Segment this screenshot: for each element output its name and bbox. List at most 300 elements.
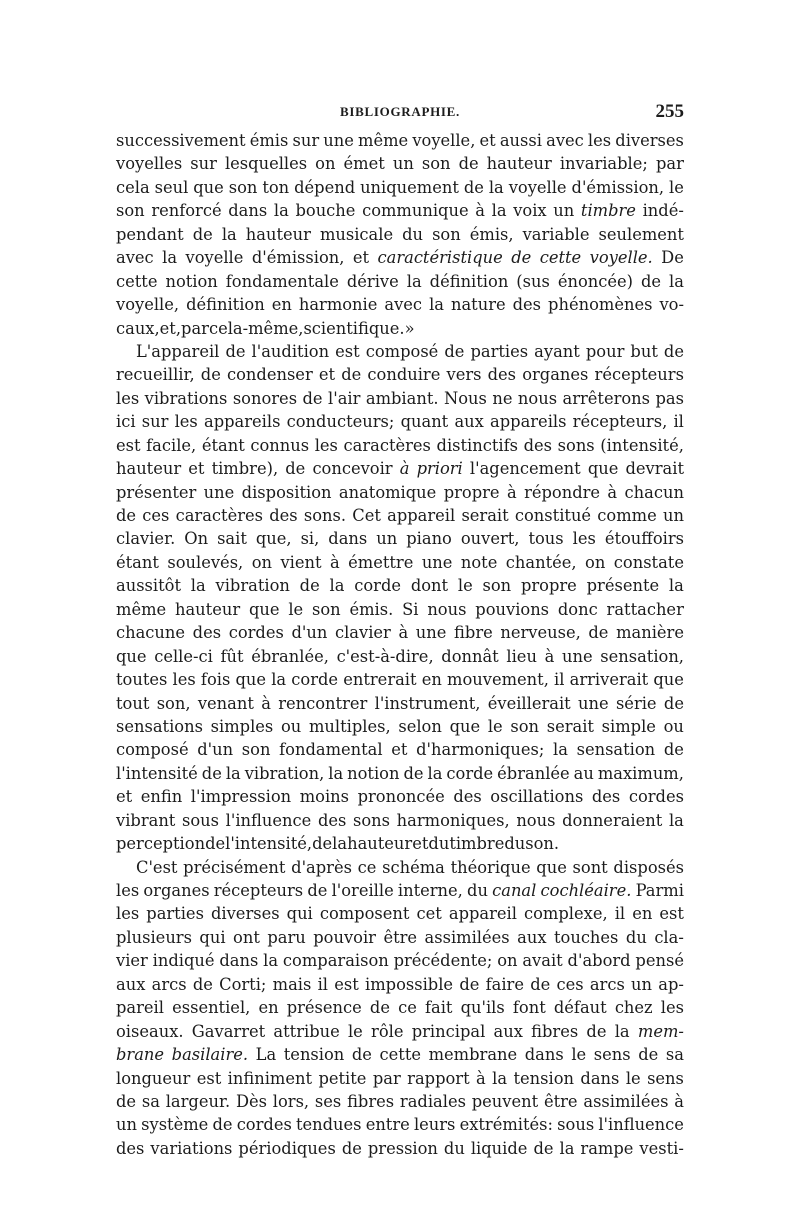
word: du: [402, 224, 424, 244]
word: condenser: [227, 365, 313, 385]
word: on: [251, 552, 272, 572]
word: cordes: [628, 787, 684, 807]
word: répondre: [524, 482, 601, 502]
text-line: [116, 129, 684, 152]
word: son: [116, 201, 145, 221]
word: Parmi: [635, 881, 684, 900]
word: but: [630, 341, 658, 361]
word: la: [488, 177, 504, 197]
word: son: [241, 740, 271, 760]
word: une: [561, 646, 593, 666]
word: hauteur: [245, 224, 311, 244]
word: l'impression: [190, 787, 292, 807]
text-line: [116, 340, 684, 363]
word: la: [668, 576, 684, 596]
text-line: [116, 1090, 684, 1113]
word: cordes: [236, 1115, 292, 1135]
word: lors,: [272, 1091, 310, 1111]
word: le: [669, 177, 684, 197]
word: fois: [200, 670, 231, 690]
word: la: [669, 271, 684, 291]
word: voyelles: [116, 154, 183, 174]
word: d'un: [291, 623, 328, 643]
word: précisément: [183, 857, 286, 877]
word: la: [668, 810, 684, 830]
running-header: [116, 101, 684, 123]
word: corde: [291, 670, 339, 690]
word: étant: [116, 552, 159, 572]
word: vesti-: [639, 1138, 684, 1158]
word: de: [463, 177, 484, 197]
word: à: [476, 1068, 486, 1088]
word: les: [660, 998, 684, 1018]
word: fibre: [454, 623, 493, 643]
word: concevoir: [312, 459, 393, 479]
word: propre: [520, 576, 577, 596]
word: fondamental: [279, 740, 383, 760]
word: L'appareil: [136, 341, 220, 361]
word: composé: [365, 341, 439, 361]
word: diverses: [210, 904, 280, 924]
word: présente: [586, 576, 660, 596]
word: sont: [572, 857, 608, 877]
word: les: [172, 670, 196, 690]
word: la: [190, 576, 206, 596]
word: le: [487, 716, 503, 736]
word: nous: [517, 388, 558, 408]
word: le: [625, 1068, 641, 1088]
word: ont: [233, 927, 260, 947]
word: pendant: [116, 224, 184, 244]
word: simple: [601, 716, 656, 736]
word: définition: [186, 295, 265, 315]
word: vient: [280, 552, 322, 572]
word: un: [662, 506, 684, 525]
word: ou: [280, 716, 302, 736]
word: de: [638, 1045, 659, 1065]
word: composé: [116, 740, 189, 760]
word: de: [212, 1115, 233, 1135]
word: série: [615, 693, 657, 713]
word: aux: [454, 412, 484, 432]
word: ébranlée: [497, 763, 570, 783]
word: qui: [199, 927, 226, 947]
word: que,: [255, 529, 292, 549]
word: à: [398, 623, 409, 643]
word: émis: [249, 131, 289, 150]
word: communique: [362, 201, 469, 221]
word: complexe,: [524, 904, 608, 924]
text-line: [116, 199, 684, 222]
word: oiseaux.: [116, 1021, 184, 1041]
word: enfin: [140, 787, 183, 807]
word: ici: [116, 412, 136, 432]
word: de: [200, 365, 221, 385]
word: un: [553, 201, 575, 221]
word: schéma: [382, 857, 445, 877]
word: basilaire.: [171, 1045, 249, 1065]
word: chacune: [116, 623, 186, 643]
word: l'instrument,: [374, 693, 481, 713]
word: dans: [580, 1068, 620, 1088]
word: avec: [546, 131, 584, 150]
word: liquide: [470, 1138, 528, 1158]
word: à: [544, 646, 555, 666]
word: perception: [116, 834, 206, 854]
word: disposition: [241, 482, 332, 502]
word: d'émission,: [251, 248, 345, 268]
word: de: [302, 388, 323, 408]
word: cla-: [654, 927, 684, 947]
text-line: [116, 481, 684, 504]
word: voyelle.: [589, 248, 653, 268]
word: priori: [416, 459, 463, 479]
word: connus: [250, 435, 310, 455]
word: entre: [365, 1115, 410, 1135]
word: rapport: [407, 1068, 470, 1088]
word: présenter: [116, 482, 197, 502]
word: définition: [429, 271, 509, 291]
word: à: [607, 482, 618, 502]
word: sens: [647, 1068, 684, 1088]
word: son: [421, 154, 451, 174]
word: voyelle,: [116, 295, 180, 315]
word: défaut: [553, 998, 607, 1018]
word: radiales: [399, 1091, 466, 1111]
word: à: [399, 459, 410, 479]
word: système: [141, 1115, 209, 1135]
word: un: [376, 529, 398, 549]
word: que: [449, 716, 481, 736]
word: pour: [585, 341, 625, 361]
word: sons: [557, 435, 595, 455]
word: on: [497, 951, 518, 971]
word: un: [392, 154, 414, 174]
text-line: [116, 1113, 684, 1136]
word: renforcé: [151, 201, 222, 221]
word: les: [116, 881, 140, 900]
text-line: [116, 621, 684, 644]
word: ouvert,: [460, 529, 520, 549]
word: sur: [141, 412, 169, 432]
word: nature: [450, 295, 506, 315]
word: sensation: [576, 740, 656, 760]
word: la: [273, 201, 289, 221]
word: présence: [286, 998, 362, 1018]
word: dérive: [346, 271, 399, 291]
word: la: [614, 1021, 630, 1041]
word: les: [587, 131, 612, 150]
text-line: [116, 738, 684, 761]
word: de: [533, 1138, 554, 1158]
word: appareils: [203, 412, 281, 432]
text-line: [116, 1043, 684, 1066]
word: dans: [328, 529, 368, 549]
word: du: [467, 881, 488, 900]
word: à: [261, 693, 271, 713]
word: récepteurs: [213, 881, 304, 900]
word: et: [116, 787, 133, 807]
word: la: [492, 1068, 508, 1088]
word: de: [663, 740, 684, 760]
word: d'émission,: [571, 177, 665, 197]
word: du: [625, 927, 647, 947]
word: constate: [613, 552, 684, 572]
word: de: [588, 623, 609, 643]
word: de: [444, 341, 465, 361]
word: serait: [461, 506, 509, 525]
word: multiples,: [308, 716, 391, 736]
word: et: [479, 131, 496, 150]
word: à: [674, 1091, 684, 1111]
word: en: [258, 998, 279, 1018]
word: brane: [116, 1045, 165, 1065]
word: anatomique: [338, 482, 437, 502]
word: de: [458, 154, 479, 174]
word: de: [285, 459, 306, 479]
word: d'harmoniques;: [416, 740, 545, 760]
word: tout: [116, 693, 150, 713]
text-line: [116, 809, 684, 832]
word: pouvoir: [313, 927, 376, 947]
word: seul: [154, 177, 189, 197]
word: dans: [219, 951, 259, 971]
word: sa: [141, 1091, 160, 1111]
page-number: 255: [655, 101, 684, 122]
word: les: [572, 529, 596, 549]
running-title: BIBLIOGRAPHIE.: [340, 104, 460, 119]
word: la: [329, 576, 345, 596]
word: l'air: [328, 388, 361, 408]
word: arrêterons: [562, 388, 651, 408]
word: émis,: [469, 224, 514, 244]
word: que: [248, 599, 280, 619]
text-line: [116, 949, 684, 972]
word: d'après: [291, 857, 352, 877]
word: caractères: [343, 435, 431, 455]
word: tous: [528, 529, 564, 549]
word: de: [299, 576, 320, 596]
word: voyelle: [185, 248, 244, 268]
word: son: [311, 599, 341, 619]
word: invariable;: [559, 154, 648, 174]
word: la: [427, 763, 443, 783]
word: qu'ils: [460, 998, 505, 1018]
word: voix: [513, 201, 547, 221]
word: sur: [292, 131, 320, 150]
word: son: [510, 716, 540, 736]
word: des: [269, 506, 298, 525]
word: cochléaire.: [540, 881, 632, 900]
word: corde: [446, 763, 494, 783]
word: des: [591, 787, 621, 807]
word: sensations: [116, 716, 203, 736]
word: Cet: [352, 506, 381, 525]
word: timbre: [580, 201, 636, 221]
word: des: [116, 1138, 145, 1158]
word: paru: [267, 927, 306, 947]
word: de: [341, 365, 362, 385]
word: hauteur: [174, 599, 241, 619]
word: note: [460, 552, 498, 572]
word: dépend: [294, 177, 356, 197]
word: facile,: [146, 435, 197, 455]
word: attribue: [273, 1021, 340, 1041]
word: corde: [354, 576, 402, 596]
word: des: [453, 787, 482, 807]
word: vers: [446, 365, 482, 385]
word: organes: [143, 881, 210, 900]
word: la: [225, 763, 241, 783]
word: infiniment: [227, 1068, 313, 1088]
word: est: [196, 1068, 222, 1088]
word: variations: [150, 1138, 233, 1158]
word: et: [318, 365, 336, 385]
word: à: [475, 201, 485, 221]
word: cela: [116, 177, 150, 197]
word: les: [174, 412, 198, 432]
word: des: [317, 810, 347, 830]
word: la: [491, 201, 507, 221]
word: (sus: [516, 271, 550, 291]
text-line: [116, 692, 684, 715]
word: appareils: [490, 412, 567, 432]
word: récepteurs,: [572, 412, 668, 432]
word: voyelle,: [412, 131, 476, 150]
text-line: [116, 598, 684, 621]
text-line: [116, 1137, 684, 1160]
word: parties: [146, 904, 204, 924]
word: touches: [553, 927, 619, 947]
word: par: [372, 1068, 401, 1088]
text-line: [116, 715, 684, 738]
text-line: [116, 973, 684, 996]
word: de: [205, 834, 226, 854]
word: ou: [663, 716, 684, 736]
word: appareil: [387, 506, 456, 525]
word: comme: [597, 506, 657, 525]
word: caux,: [116, 318, 160, 338]
text-line: [116, 879, 684, 902]
word: mouvement,: [447, 670, 549, 690]
word: donneraient: [562, 810, 663, 830]
word: les: [314, 435, 338, 455]
word: rôle: [371, 1021, 404, 1041]
word: par: [655, 154, 684, 174]
word: même: [358, 131, 409, 150]
word: et,: [159, 318, 182, 338]
word: de: [663, 693, 684, 713]
word: organes: [522, 365, 589, 385]
word: de: [640, 271, 662, 291]
word: simples: [210, 716, 274, 736]
word: une: [421, 552, 453, 572]
word: être: [543, 1091, 578, 1111]
word: La: [255, 1045, 277, 1065]
word: l'influence: [225, 810, 312, 830]
word: de: [312, 834, 333, 854]
word: caractères: [175, 506, 263, 525]
word: fût: [220, 646, 244, 666]
word: que: [653, 670, 684, 690]
word: être: [383, 927, 418, 947]
word: nous: [516, 810, 556, 830]
word: distinctifs: [436, 435, 519, 455]
word: impossible: [365, 974, 454, 994]
word: du: [504, 834, 526, 854]
word: de: [225, 341, 246, 361]
word: au: [573, 763, 594, 783]
word: en: [421, 670, 442, 690]
word: un: [631, 974, 653, 994]
word: des: [512, 295, 542, 315]
word: vibration: [215, 576, 290, 596]
word: en: [271, 295, 292, 315]
word: vier: [116, 951, 148, 971]
word: de: [459, 974, 480, 994]
text-line: [116, 527, 684, 550]
word: de: [511, 248, 532, 268]
word: l'intensité,: [225, 834, 313, 854]
text-line: [116, 996, 684, 1019]
word: son.: [525, 834, 560, 854]
word: longueur: [116, 1068, 191, 1088]
word: largeur.: [165, 1091, 231, 1111]
word: variable: [522, 224, 590, 244]
word: étouffoirs: [604, 529, 684, 549]
word: et: [391, 740, 408, 760]
word: est: [116, 435, 141, 455]
word: cela-même,: [208, 318, 304, 338]
text-line: [116, 293, 684, 316]
word: hauteur: [486, 154, 552, 174]
word: en: [632, 904, 653, 924]
word: des: [523, 435, 553, 455]
word: aux: [493, 1021, 523, 1041]
word: soulevés,: [167, 552, 244, 572]
word: d'un: [197, 740, 234, 760]
word: la: [406, 271, 422, 291]
word: les: [116, 388, 140, 408]
word: font: [512, 998, 546, 1018]
word: de: [307, 881, 328, 900]
word: moins: [299, 787, 350, 807]
word: comparaison: [282, 951, 389, 971]
word: la: [429, 295, 444, 315]
word: que: [536, 857, 567, 877]
text-line: [116, 410, 684, 433]
text-line: [116, 902, 684, 925]
word: la: [162, 248, 178, 268]
word: clavier.: [116, 529, 176, 549]
word: périodiques: [238, 1138, 336, 1158]
text-line: [116, 270, 684, 293]
word: prononcée: [357, 787, 445, 807]
text-line: [116, 574, 684, 597]
word: pouvions: [475, 599, 550, 619]
text-line: [116, 856, 684, 879]
word: fait: [424, 998, 453, 1018]
word: à: [329, 552, 340, 572]
word: De: [661, 248, 684, 268]
word: mais: [272, 974, 312, 994]
word: ces: [142, 506, 170, 525]
word: cet: [416, 904, 442, 924]
word: la: [553, 740, 568, 760]
word: même: [116, 599, 167, 619]
word: donnât: [441, 646, 499, 666]
word: théorique: [450, 857, 531, 877]
